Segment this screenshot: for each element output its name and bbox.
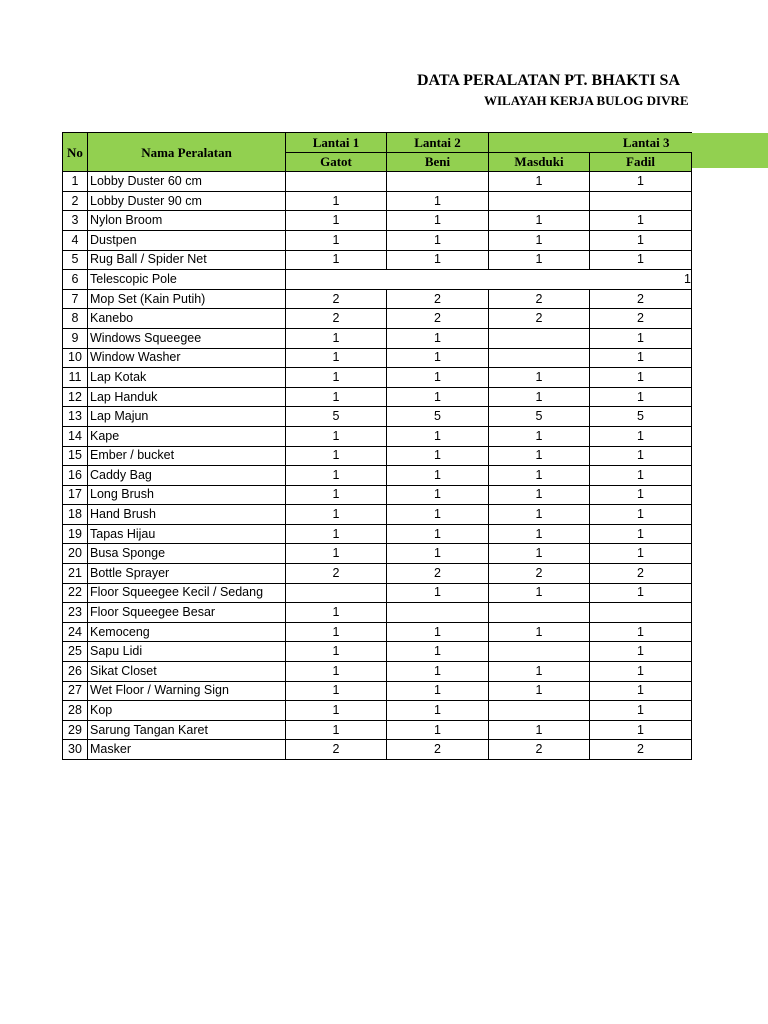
row-number: 20	[63, 544, 88, 564]
row-number: 18	[63, 505, 88, 525]
qty-fadil: 1	[590, 662, 692, 682]
row-number: 26	[63, 662, 88, 682]
table-row	[63, 622, 692, 642]
table-row	[63, 191, 692, 211]
equipment-name: Busa Sponge	[88, 544, 286, 564]
qty-beni: 1	[387, 250, 489, 270]
qty-masduki: 1	[489, 524, 590, 544]
qty-masduki: 2	[489, 289, 590, 309]
qty-beni: 1	[387, 720, 489, 740]
qty-fadil: 1	[590, 446, 692, 466]
row-number: 27	[63, 681, 88, 701]
qty-masduki: 1	[489, 681, 590, 701]
qty-fadil: 1	[590, 211, 692, 231]
qty-gatot: 1	[286, 368, 387, 388]
equipment-name: Lap Kotak	[88, 368, 286, 388]
qty-masduki: 1	[489, 211, 590, 231]
equipment-name: Lobby Duster 60 cm	[88, 172, 286, 192]
qty-beni: 1	[387, 328, 489, 348]
row-number: 22	[63, 583, 88, 603]
equipment-name: Rug Ball / Spider Net	[88, 250, 286, 270]
qty-gatot: 1	[286, 211, 387, 231]
qty-beni: 1	[387, 622, 489, 642]
row-number: 9	[63, 328, 88, 348]
row-number: 28	[63, 701, 88, 721]
equipment-name: Window Washer	[88, 348, 286, 368]
qty-beni: 1	[387, 681, 489, 701]
header-person-gatot: Gatot	[286, 152, 387, 172]
equipment-name: Kemoceng	[88, 622, 286, 642]
table-row	[63, 740, 692, 760]
qty-masduki	[489, 348, 590, 368]
qty-masduki: 1	[489, 544, 590, 564]
qty-beni	[387, 603, 489, 623]
qty-beni: 1	[387, 348, 489, 368]
header-no: No	[63, 133, 88, 172]
qty-masduki: 1	[489, 368, 590, 388]
header-person-masduki: Masduki	[489, 152, 590, 172]
equipment-name: Lobby Duster 90 cm	[88, 191, 286, 211]
qty-gatot: 2	[286, 309, 387, 329]
qty-gatot: 1	[286, 701, 387, 721]
qty-beni: 1	[387, 544, 489, 564]
qty-fadil: 1	[590, 426, 692, 446]
qty-fadil: 1	[590, 387, 692, 407]
qty-fadil: 1	[590, 348, 692, 368]
qty-beni: 1	[387, 211, 489, 231]
equipment-name: Lap Handuk	[88, 387, 286, 407]
table-row	[63, 544, 692, 564]
row-number: 3	[63, 211, 88, 231]
table-row	[63, 250, 692, 270]
row-number: 15	[63, 446, 88, 466]
qty-masduki	[489, 191, 590, 211]
row-number: 24	[63, 622, 88, 642]
qty-beni: 2	[387, 309, 489, 329]
row-number: 13	[63, 407, 88, 427]
qty-beni: 1	[387, 485, 489, 505]
qty-beni: 2	[387, 289, 489, 309]
qty-masduki: 1	[489, 426, 590, 446]
qty-masduki: 1	[489, 230, 590, 250]
table-row	[63, 172, 692, 192]
header-row-floors	[63, 133, 692, 153]
row-number: 12	[63, 387, 88, 407]
qty-masduki	[489, 642, 590, 662]
qty-fadil: 1	[590, 485, 692, 505]
table-row	[63, 270, 692, 290]
qty-gatot: 1	[286, 466, 387, 486]
qty-fadil: 1	[590, 642, 692, 662]
qty-masduki	[489, 328, 590, 348]
qty-fadil: 1	[590, 544, 692, 564]
qty-fadil: 1	[590, 622, 692, 642]
qty-gatot: 1	[286, 544, 387, 564]
row-number: 14	[63, 426, 88, 446]
qty-beni: 1	[387, 446, 489, 466]
qty-beni: 2	[387, 740, 489, 760]
table-row	[63, 407, 692, 427]
table-row	[63, 348, 692, 368]
qty-gatot: 1	[286, 622, 387, 642]
qty-gatot: 1	[286, 662, 387, 682]
qty-beni: 1	[387, 505, 489, 525]
equipment-name: Hand Brush	[88, 505, 286, 525]
qty-masduki: 5	[489, 407, 590, 427]
table-row	[63, 505, 692, 525]
qty-gatot: 2	[286, 740, 387, 760]
qty-fadil: 1	[590, 172, 692, 192]
qty-masduki: 1	[489, 387, 590, 407]
equipment-name: Sapu Lidi	[88, 642, 286, 662]
table-row	[63, 524, 692, 544]
qty-masduki: 2	[489, 740, 590, 760]
qty-gatot: 5	[286, 407, 387, 427]
qty-beni: 1	[387, 662, 489, 682]
qty-masduki: 2	[489, 564, 590, 584]
row-number: 11	[63, 368, 88, 388]
qty-fadil: 1	[590, 720, 692, 740]
equipment-name: Mop Set (Kain Putih)	[88, 289, 286, 309]
qty-fadil: 1	[590, 250, 692, 270]
qty-masduki: 1	[489, 622, 590, 642]
qty-gatot: 1	[286, 328, 387, 348]
equipment-name: Wet Floor / Warning Sign	[88, 681, 286, 701]
qty-gatot: 1	[286, 642, 387, 662]
table-row	[63, 701, 692, 721]
row-number: 6	[63, 270, 88, 290]
row-number: 16	[63, 466, 88, 486]
header-person-beni: Beni	[387, 152, 489, 172]
equipment-name: Telescopic Pole	[88, 270, 286, 290]
header-lantai-2: Lantai 2	[387, 133, 489, 153]
qty-gatot: 1	[286, 446, 387, 466]
row-number: 29	[63, 720, 88, 740]
qty-gatot: 1	[286, 387, 387, 407]
qty-masduki: 2	[489, 309, 590, 329]
row-number: 10	[63, 348, 88, 368]
table-row	[63, 289, 692, 309]
qty-beni: 1	[387, 191, 489, 211]
qty-gatot: 1	[286, 230, 387, 250]
document-subtitle: WILAYAH KERJA BULOG DIVRE	[484, 93, 689, 108]
row-number: 7	[63, 289, 88, 309]
qty-beni: 2	[387, 564, 489, 584]
equipment-name: Windows Squeegee	[88, 328, 286, 348]
header-fill-extension	[691, 133, 768, 168]
table-row	[63, 368, 692, 388]
qty-fadil	[590, 191, 692, 211]
qty-beni: 1	[387, 524, 489, 544]
row-number: 5	[63, 250, 88, 270]
equipment-table	[62, 132, 692, 760]
qty-fadil: 2	[590, 309, 692, 329]
qty-gatot	[286, 172, 387, 192]
equipment-name: Long Brush	[88, 485, 286, 505]
qty-beni	[387, 172, 489, 192]
table-row	[63, 466, 692, 486]
row-number: 25	[63, 642, 88, 662]
header-lantai-3-label: Lantai 3	[622, 134, 670, 150]
qty-masduki	[489, 701, 590, 721]
equipment-name: Floor Squeegee Kecil / Sedang	[88, 583, 286, 603]
qty-masduki: 1	[489, 662, 590, 682]
qty-masduki	[489, 603, 590, 623]
equipment-table-body	[63, 172, 692, 760]
qty-masduki: 1	[489, 505, 590, 525]
table-row	[63, 681, 692, 701]
qty-beni: 1	[387, 466, 489, 486]
qty-gatot: 1	[286, 681, 387, 701]
row-number: 2	[63, 191, 88, 211]
qty-gatot: 1	[286, 603, 387, 623]
qty-fadil	[590, 603, 692, 623]
equipment-name: Kape	[88, 426, 286, 446]
qty-beni: 1	[387, 701, 489, 721]
qty-fadil: 1	[590, 505, 692, 525]
equipment-table-viewport	[62, 132, 692, 762]
equipment-name: Kanebo	[88, 309, 286, 329]
qty-masduki: 1	[489, 720, 590, 740]
header-lantai-1: Lantai 1	[286, 133, 387, 153]
qty-gatot: 2	[286, 564, 387, 584]
equipment-name: Tapas Hijau	[88, 524, 286, 544]
qty-gatot: 1	[286, 720, 387, 740]
qty-gatot: 2	[286, 289, 387, 309]
qty-gatot: 1	[286, 524, 387, 544]
row-number: 4	[63, 230, 88, 250]
qty-gatot: 1	[286, 426, 387, 446]
qty-masduki: 1	[489, 250, 590, 270]
table-row	[63, 446, 692, 466]
equipment-name: Sikat Closet	[88, 662, 286, 682]
qty-beni: 1	[387, 230, 489, 250]
qty-gatot: 1	[286, 191, 387, 211]
qty-fadil: 5	[590, 407, 692, 427]
table-row	[63, 485, 692, 505]
qty-gatot: 1	[286, 505, 387, 525]
qty-fadil: 1	[590, 524, 692, 544]
equipment-name: Kop	[88, 701, 286, 721]
table-row	[63, 230, 692, 250]
equipment-name: Dustpen	[88, 230, 286, 250]
qty-fadil: 1	[590, 230, 692, 250]
header-name: Nama Peralatan	[88, 133, 286, 172]
row-number: 1	[63, 172, 88, 192]
qty-gatot: 1	[286, 250, 387, 270]
qty-fadil: 1	[590, 681, 692, 701]
equipment-name: Sarung Tangan Karet	[88, 720, 286, 740]
header-lantai-3	[489, 133, 692, 153]
row-number: 19	[63, 524, 88, 544]
table-row	[63, 426, 692, 446]
equipment-name: Nylon Broom	[88, 211, 286, 231]
qty-beni: 1	[387, 387, 489, 407]
row-number: 8	[63, 309, 88, 329]
row-number: 23	[63, 603, 88, 623]
qty-fadil: 1	[590, 701, 692, 721]
equipment-name: Lap Majun	[88, 407, 286, 427]
qty-beni: 5	[387, 407, 489, 427]
table-row	[63, 642, 692, 662]
row-number: 21	[63, 564, 88, 584]
qty-fadil: 1	[590, 583, 692, 603]
header-person-fadil: Fadil	[590, 152, 692, 172]
row-number: 30	[63, 740, 88, 760]
qty-fadil: 2	[590, 289, 692, 309]
qty-masduki: 1	[489, 466, 590, 486]
table-row	[63, 211, 692, 231]
qty-beni: 1	[387, 368, 489, 388]
qty-beni: 1	[387, 426, 489, 446]
table-row	[63, 720, 692, 740]
qty-beni: 1	[387, 642, 489, 662]
table-row	[63, 387, 692, 407]
qty-masduki: 1	[489, 583, 590, 603]
equipment-name: Bottle Sprayer	[88, 564, 286, 584]
equipment-name: Masker	[88, 740, 286, 760]
qty-masduki: 1	[489, 446, 590, 466]
row-number: 17	[63, 485, 88, 505]
qty-fadil: 2	[590, 564, 692, 584]
qty-beni: 1	[387, 583, 489, 603]
equipment-name: Floor Squeegee Besar	[88, 603, 286, 623]
equipment-name: Ember / bucket	[88, 446, 286, 466]
qty-fadil: 1	[590, 328, 692, 348]
table-row	[63, 583, 692, 603]
qty-fadil: 1	[590, 368, 692, 388]
qty-gatot: 1	[286, 348, 387, 368]
qty-masduki: 1	[489, 172, 590, 192]
qty-gatot: 1	[286, 485, 387, 505]
table-row	[63, 564, 692, 584]
table-row	[63, 662, 692, 682]
document-title: DATA PERALATAN PT. BHAKTI SA	[417, 72, 680, 89]
table-row	[63, 328, 692, 348]
table-row	[63, 309, 692, 329]
table-row	[63, 603, 692, 623]
qty-fadil: 1	[590, 466, 692, 486]
merged-quantity-cell: 1	[286, 270, 692, 290]
qty-gatot	[286, 583, 387, 603]
equipment-name: Caddy Bag	[88, 466, 286, 486]
qty-fadil: 2	[590, 740, 692, 760]
qty-masduki: 1	[489, 485, 590, 505]
